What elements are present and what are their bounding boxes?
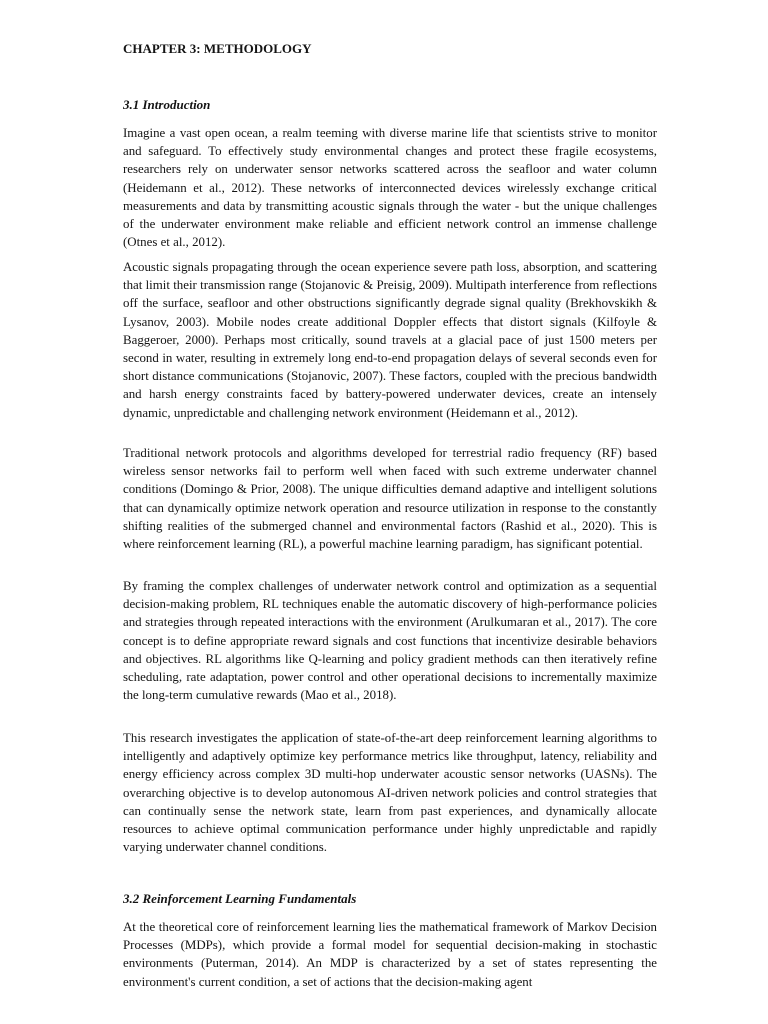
intro-paragraph-5: This research investigates the application of state-of-the-art deep reinforcement learning algorithms to intelligently and adaptively optimize key performance metrics like throughput, latency, reliability and energy efficiency across complex 3D multi-hop underwater acoustic sensor networks (UASNs). The overarching objective is to develop autonomous AI-driven network policies and control strategies that can continually sense the network state, learn from past experiences, and dynamically allocate resources to achieve optimal communication performance under highly unpredictable and rapidly varying underwater channel conditions.: [123, 731, 657, 855]
section-heading-introduction: 3.1 Introduction: [123, 97, 211, 112]
document-page: [123, 0, 657, 1024]
section-heading-rl-fundamentals: 3.2 Reinforcement Learning Fundamentals: [123, 891, 357, 906]
intro-paragraph-2: Acoustic signals propagating through the ocean experience severe path loss, absorption, and scattering that limit their transmission range (Stojanovic & Preisig, 2009). Multipath interference from reflections off the surface, seafloor and other obstructions significantly degrade signal quality (Brekhovskikh & Lysanov, 2003). Mobile nodes create additional Doppler effects that distort signals (Kilfoyle & Baggeroer, 2000). Perhaps most critically, sound travels at a glacial pace of just 1500 meters per second in water, resulting in extremely long end-to-end propagation delays of several seconds even for short distance communications (Stojanovic, 2007). These factors, coupled with the precious bandwidth and harsh energy constraints faced by battery-powered underwater devices, create an intensely dynamic, unpredictable and challenging network environment (Heidemann et al., 2012).: [123, 260, 657, 420]
chapter-title: CHAPTER 3: METHODOLOGY: [123, 41, 312, 56]
intro-paragraph-3: Traditional network protocols and algorithms developed for terrestrial radio frequency (RF) based wireless sensor networks fail to perform well when faced with such extreme underwater channel conditions (Domingo & Prior, 2008). The unique difficulties demand adaptive and intelligent solutions that can dynamically optimize network operation and resource utilization in response to the constantly shifting realities of the submerged channel and environmental factors (Rashid et al., 2020). This is where reinforcement learning (RL), a powerful machine learning paradigm, has significant potential.: [123, 446, 657, 552]
intro-paragraph-1: Imagine a vast open ocean, a realm teeming with diverse marine life that scientists strive to monitor and safeguard. To effectively study environmental changes and protect these fragile ecosystems, researchers rely on underwater sensor networks scattered across the seafloor and water column (Heidemann et al., 2012). These networks of interconnected devices wirelessly exchange critical measurements and data by transmitting acoustic signals through the water - but the unique challenges of the underwater environment make reliable and efficient network control an immense challenge (Otnes et al., 2012).: [123, 126, 657, 250]
intro-paragraph-4: By framing the complex challenges of underwater network control and optimization as a sequential decision-making problem, RL techniques enable the automatic discovery of high-performance policies and strategies through repeated interactions with the environment (Arulkumaran et al., 2017). The core concept is to define appropriate reward signals and cost functions that incentivize desirable behaviors and objectives. RL algorithms like Q-learning and policy gradient methods can then iteratively refine scheduling, rate adaptation, power control and other operational decisions to incrementally maximize the long-term cumulative rewards (Mao et al., 2018).: [123, 579, 657, 703]
rl-fundamentals-paragraph-1: At the theoretical core of reinforcement learning lies the mathematical framework of Markov Decision Processes (MDPs), which provide a formal model for sequential decision-making in stochastic environments (Puterman, 2014). An MDP is characterized by a set of states representing the environment's current condition, a set of actions that the decision-making agent: [123, 920, 657, 989]
